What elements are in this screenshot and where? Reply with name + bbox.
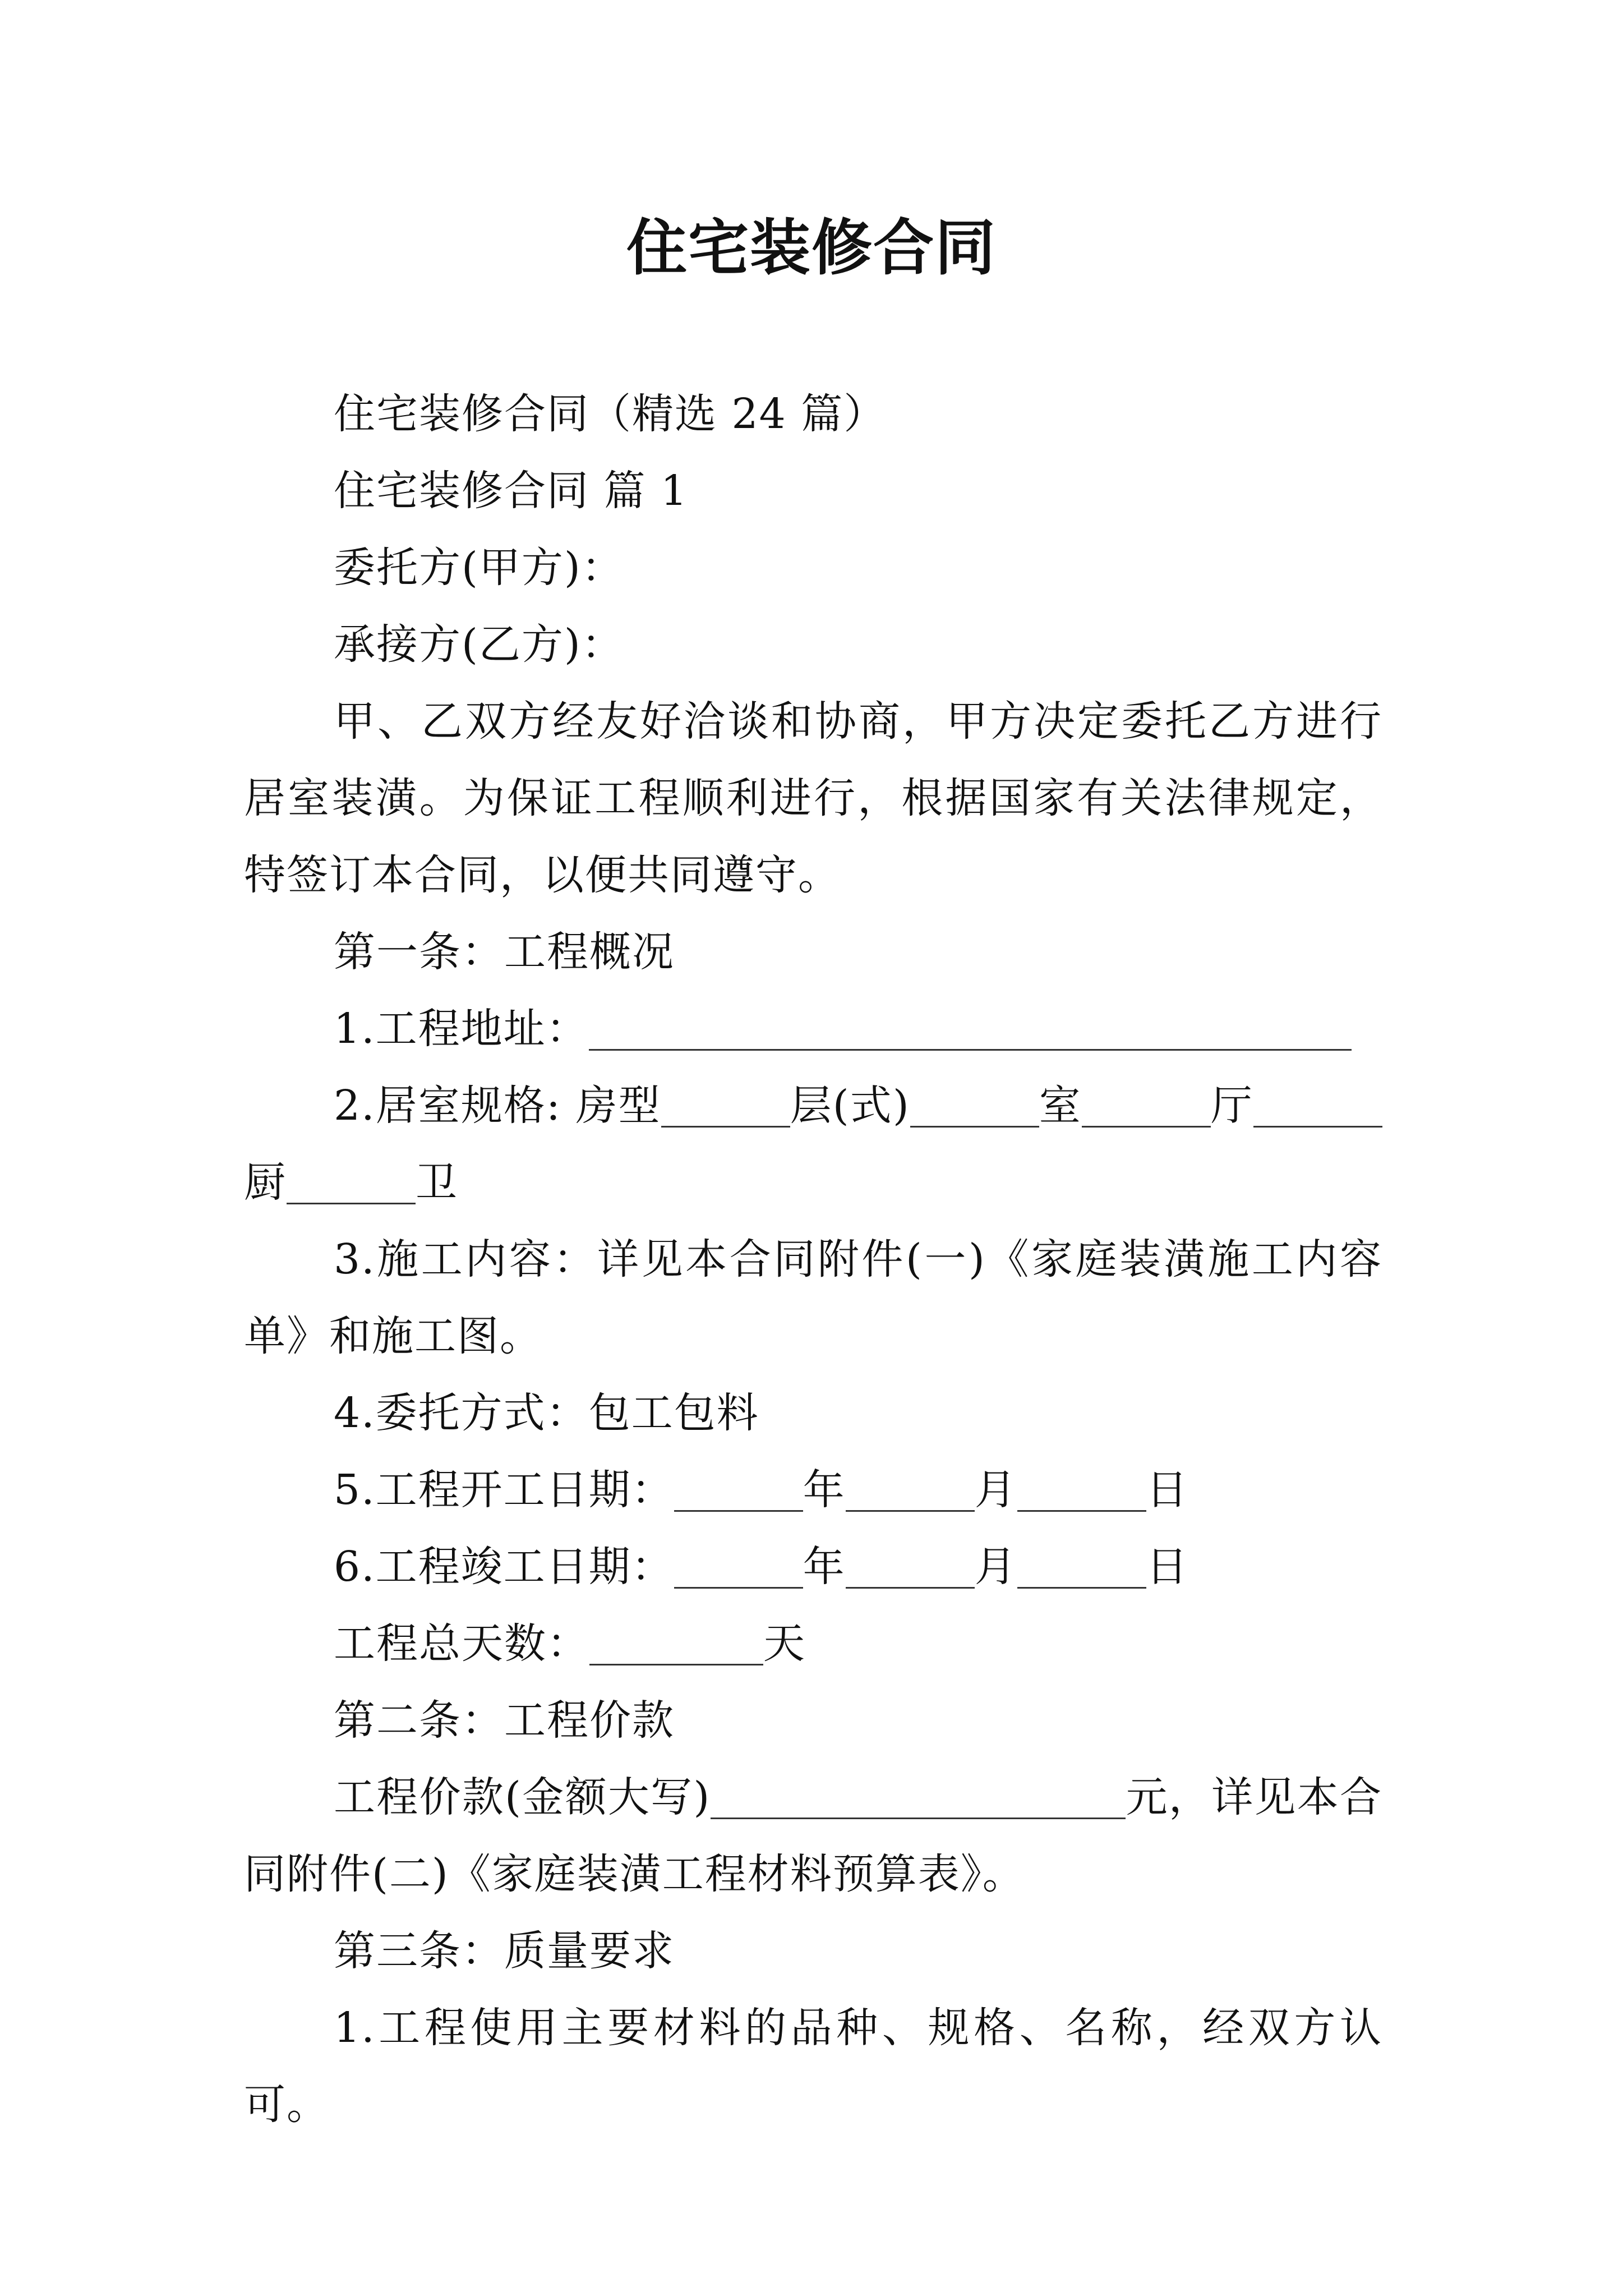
- party-a-line: 委托方(甲方)：: [334, 544, 624, 592]
- blank: [1017, 1465, 1146, 1512]
- blank: [287, 1158, 416, 1204]
- address-blank: [589, 1004, 1352, 1051]
- price-blank: [711, 1773, 1126, 1819]
- blank: [910, 1081, 1039, 1128]
- section-heading: 住宅装修合同 篇 1: [334, 467, 689, 515]
- document-title: 住宅装修合同: [626, 213, 997, 283]
- unit-kitchen: 厨: [244, 1158, 287, 1207]
- room-spec-label: 2.居室规格: 房型: [334, 1082, 661, 1130]
- blank: [589, 1619, 763, 1665]
- day-label: 日: [1146, 1466, 1189, 1514]
- blank: [846, 1542, 975, 1589]
- item-2-room-spec: [244, 1068, 1382, 1221]
- total-days-line: [244, 1605, 1382, 1682]
- blank: [1017, 1542, 1146, 1589]
- item-1-address: [244, 991, 1382, 1068]
- blank: [1082, 1081, 1211, 1128]
- year-label: 年: [803, 1543, 846, 1591]
- blank: [846, 1465, 975, 1512]
- unit-room: 室: [1039, 1082, 1082, 1130]
- document-body: [244, 376, 1382, 2143]
- blank: [1253, 1081, 1382, 1128]
- subtitle: 住宅装修合同（精选 24 篇）: [334, 390, 887, 438]
- day-label: 日: [1146, 1543, 1189, 1591]
- year-label: 年: [803, 1466, 846, 1514]
- blank: [674, 1465, 803, 1512]
- item-6-end-date: [244, 1529, 1382, 1605]
- blank: [661, 1081, 790, 1128]
- party-b-line: 承接方(乙方)：: [334, 620, 624, 669]
- item-3-content: 3.施工内容：详见本合同附件(一)《家庭装潢施工内容单》和施工图。: [244, 1235, 1382, 1360]
- quality-item-1: 1.工程使用主要材料的品种、规格、名称，经双方认可。: [244, 2004, 1382, 2129]
- price-label: 工程价款(金额大写): [334, 1773, 711, 1821]
- address-label: 1.工程地址：: [334, 1005, 589, 1053]
- article-3-heading: 第三条：质量要求: [334, 1927, 675, 1975]
- unit-hall: 厅: [1210, 1082, 1254, 1130]
- price-paragraph: [244, 1759, 1382, 1913]
- article-1-heading: 第一条：工程概况: [334, 928, 675, 976]
- start-date-label: 5.工程开工日期：: [334, 1466, 674, 1514]
- price-rest: 元，详见本合同附件(二)《家庭装潢工程材料预算表》。: [244, 1773, 1382, 1898]
- month-label: 月: [974, 1466, 1017, 1514]
- days-unit: 天: [763, 1619, 806, 1668]
- blank: [674, 1542, 803, 1589]
- intro-paragraph: 甲、乙双方经友好洽谈和协商，甲方决定委托乙方进行居室装潢。为保证工程顺利进行，根据国家有关法律规定，特签订本合同，以便共同遵守。: [244, 697, 1382, 899]
- end-date-label: 6.工程竣工日期：: [334, 1543, 674, 1591]
- month-label: 月: [974, 1543, 1017, 1591]
- unit-bath: 卫: [416, 1158, 458, 1207]
- item-5-start-date: [244, 1452, 1382, 1529]
- unit-floor: 层(式): [790, 1082, 910, 1130]
- item-4-method: 4.委托方式：包工包料: [334, 1389, 759, 1437]
- article-2-heading: 第二条：工程价款: [334, 1696, 675, 1745]
- total-days-label: 工程总天数：: [334, 1619, 589, 1668]
